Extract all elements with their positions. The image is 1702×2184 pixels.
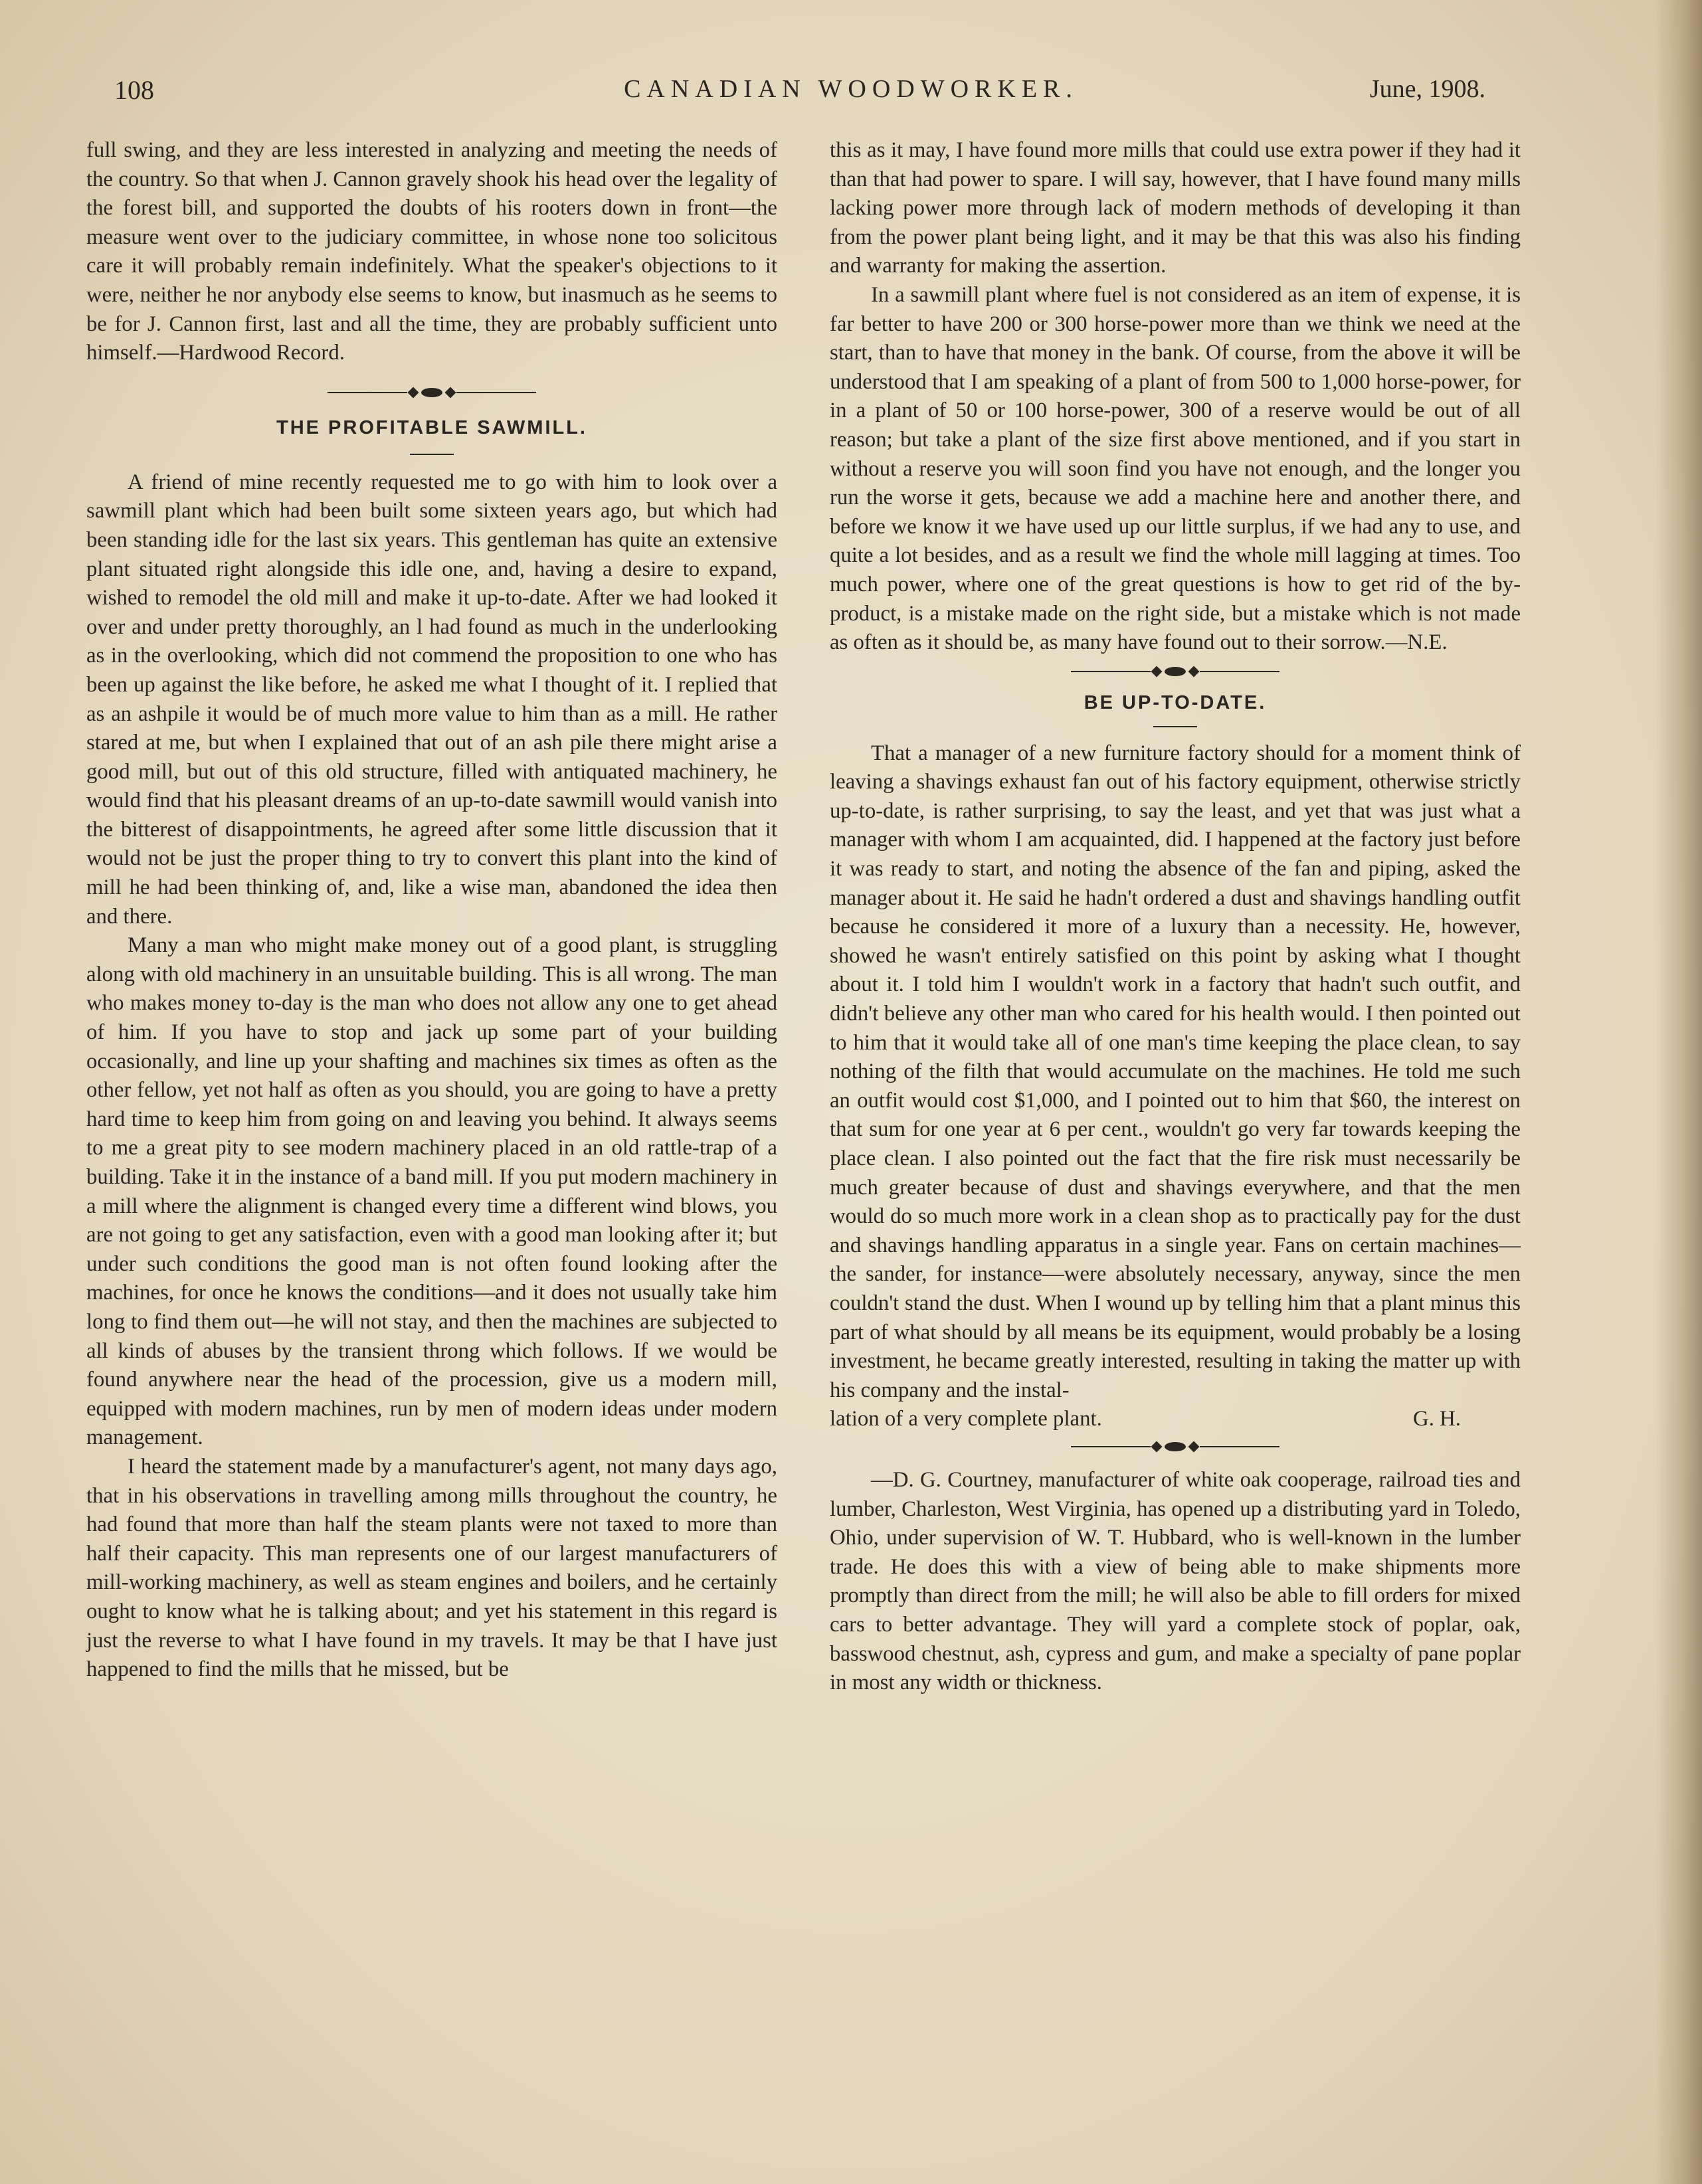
article-heading: BE UP-TO-DATE. <box>1084 691 1267 713</box>
paragraph-end: lation of a very complete plant. <box>830 1407 1102 1431</box>
continued-paragraph: full swing, and they are less interested in analyzing and meeting the needs of the country. So that when J. Cannon gravely shook his head over the legality of the forest bill, and supported the doubts of his rooters down in front—the measure went over to the judiciary committee, in whose none too solicitous care it will probably remain indefinitely. What the speaker's objections to it were, neither he nor anybody else seems to know, but inasmuch as he seems to be for J. Cannon first, last and all the time, they are probably sufficient unto himself.—Hardwood Record. <box>86 138 777 365</box>
article-body <box>86 468 777 1684</box>
news-item: —D. G. Courtney, manufacturer of white oak cooperage, railroad ties and lumber, Charleston, West Virginia, has opened up a distributing yard in Toledo, Ohio, under supervision of W. T. Hubbard, who is well-known in the lumber trade. He does this with a view of being able to make shipments more promptly than direct from the mill; he will also be able to fill orders for mixed cars to better advantage. They will yard a complete stock of poplar, oak, basswood chestnut, ash, cypress and gum, and make a specialty of pane poplar in most any width or thickness. <box>830 1467 1521 1695</box>
paragraph: Many a man who might make money out of a good plant, is struggling along with old machinery in an unsuitable building. This is all wrong. The man who makes money to-day is the man who does not allow any one to get ahead of him. If you have to stop and jack up some part of your building occasionally, and line up your shafting and machines six times as often as the other fellow, yet not half as often as you should, you are going to have a pretty hard time to keep him from going on and leaving you behind. It always seems to me a great pity to see modern machinery placed in an old rattle-trap of a building. Take it in the instance of a band mill. If you put modern machinery in a mill where the alignment is changed every time a different wind blows, you are not going to get any satisfaction, even with a good man looking after it; but under such conditions the good man is not often found looking after the machines, for once he knows the conditions—and it does not usually take him long to find them out—he will not stay, and then the machines are subjected to all kinds of abuses by the transient throng which follows. If we would be found anywhere near the head of the procession, give us a modern mill, equipped with modern machines, run by men of modern ideas under modern management. <box>86 933 777 1450</box>
article-heading: THE PROFITABLE SAWMILL. <box>276 416 587 438</box>
paragraph: That a manager of a new furniture factory should for a moment think of leaving a shavings exhaust fan out of his factory equipment, otherwise strictly up-to-date, is rather surprising, to say the least, and yet that was just what a manager with whom I am acquainted, did. I happened at the factory just before it was ready to start, and noting the absence of the fan and piping, asked the manager about it. He said he hadn't ordered a dust and shavings handling outfit because he considered it more of a luxury than a necessity. He, however, showed he wasn't entirely satisfied on this point by asking what I thought about it. I told him I wouldn't work in a factory that hadn't such outfit, and didn't believe any other man who cared for his health would. I then pointed out to him that it would take all of one man's time keeping the place clean, to say nothing of the filth that would accumulate on the machines. He told me such an outfit would cost $1,000, and I pointed out to him that $60, the interest on that sum for one year at 6 per cent., wouldn't go very far towards keeping the place clean. I also pointed out the fact that the fire risk must necessarily be much greater because of dust and shavings everywhere, and that the men would do so much more work in a clean shop as to practically pay for the dust and shavings handling apparatus in a single year. Fans on certain machines—the sander, for instance—were absolutely necessary, anyway, since the men couldn't stand the dust. When I wound up by telling him that a plant minus this part of what should by all means be its equipment, would probably be a losing investment, he became greatly interested, resulting in taking the matter up with his company and the instal- <box>830 741 1521 1402</box>
issue-date: June, 1908. <box>1369 75 1485 103</box>
right-column <box>830 136 1521 1698</box>
running-header <box>0 74 1702 114</box>
page-number: 108 <box>114 75 154 105</box>
paragraph: I heard the statement made by a manufacturer's agent, not many days ago, that in his observations in travelling among mills throughout the country, he had found that more than half the steam plants were not taxed to more than half their capacity. This man represents one of our largest manufacturers of mill-working machinery, as well as steam engines and boilers, and he certainly ought to know what he is talking about; and yet his statement in this regard is just the reverse to what I have found in my travels. It may be that I have just happened to find the mills that he missed, but be <box>86 1454 777 1682</box>
signature-line <box>830 1405 1521 1434</box>
section-ornament <box>830 1437 1521 1457</box>
continued-paragraph: this as it may, I have found more mills that could use extra power if they had it than that had power to spare. I will say, however, that I have found many mills lacking power more through lack of modern methods of developing it than from the power plant being light, and it may be that this was also his finding and warranty for making the assertion. <box>830 138 1521 278</box>
left-column <box>86 136 777 1684</box>
heading-rule <box>410 454 454 455</box>
page-edge-shadow <box>1655 0 1702 2184</box>
heading-rule <box>1153 726 1197 727</box>
paragraph: A friend of mine recently requested me to go with him to look over a sawmill plant which had been built some sixteen years ago, but which had been standing idle for the last six years. This gentleman has quite an extensive plant situated right alongside this idle one, and, having a desire to expand, wished to remodel the old mill and make it up-to-date. After we had looked it over and under pretty thoroughly, an l had found as much in the underlooking as in the overlooking, which did not commend the proposition to one who has been up against the like before, he asked me what I thought of it. I replied that as an ashpile it would be of much more value to him than as a mill. He rather stared at me, but when I explained that out of an ash pile there might arise a good mill, but out of this old structure, filled with antiquated machinery, he would find that his pleasant dreams of an up-to-date sawmill would vanish into the bitterest of disappointments, he agreed after some little discussion that it would not be just the proper thing to try to convert this plant into the kind of mill he had been thinking of, and, like a wise man, abandoned the idea then and there. <box>86 470 777 929</box>
section-ornament <box>830 662 1521 682</box>
publication-title: CANADIAN WOODWORKER. <box>624 75 1078 103</box>
paragraph: In a sawmill plant where fuel is not considered as an item of expense, it is far better to have 200 or 300 horse-power more than we think we need at the start, than to have that money in the bank. Of course, from the above it will be understood that I am speaking of a plant of from 500 to 1,000 horse-power, for in a plant of 50 or 100 horse-power, 300 of a reserve would be out of all reason; but take a plant of the size first above mentioned, and if you start in without a reserve you will soon find you have not enough, and the longer you run the worse it gets, because we add a machine here and another there, and before we know it we have used up our little surplus, if we had any to use, and quite a lot besides, and as a result we find the whole mill lagging at times. Too much power, where one of the great questions is how to get rid of the by-product, is a mistake made on the right side, but a mistake which is not made as often as it should be, as many have found out to their sorrow.—N.E. <box>830 282 1521 655</box>
author-initials: G. H. <box>1413 1407 1461 1431</box>
section-ornament <box>86 383 777 403</box>
article-body <box>830 739 1521 1434</box>
